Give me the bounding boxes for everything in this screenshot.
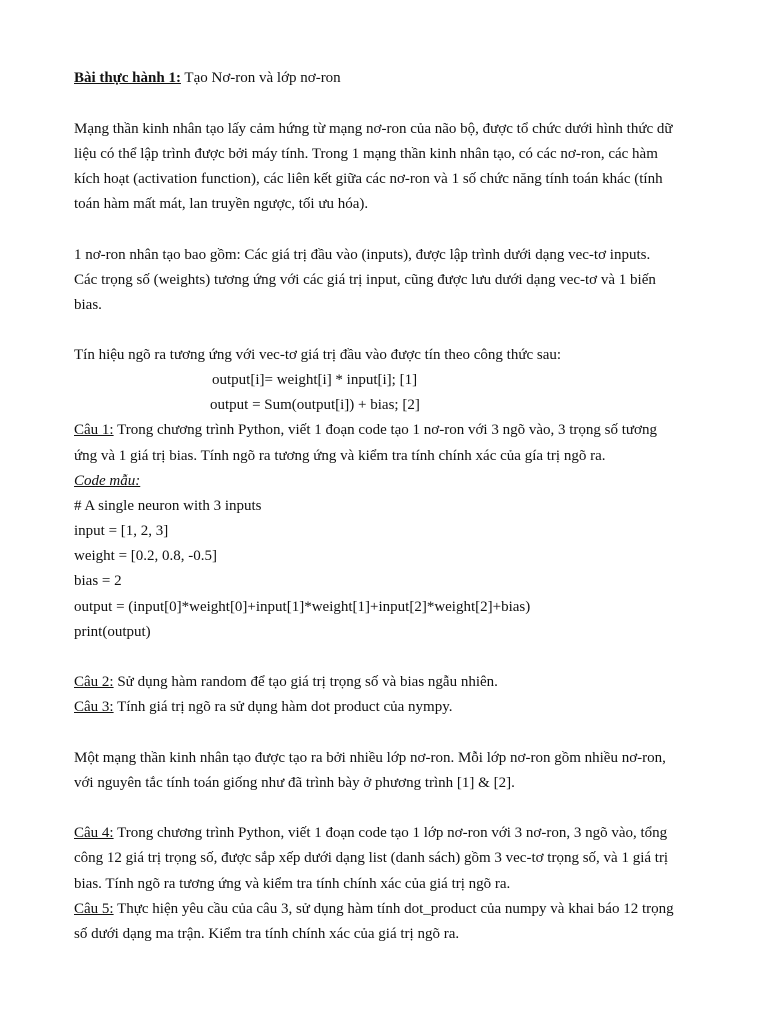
code-line: # A single neuron with 3 inputs [74, 498, 262, 514]
code-line: input = [1, 2, 3] [74, 523, 169, 539]
question-1-text: Trong chương trình Python, viết 1 đoạn code tạo 1 nơ-ron với 3 ngõ vào, 3 trọng số tương [113, 422, 657, 438]
signal-intro: Tín hiệu ngõ ra tương ứng với vec-tơ giá trị đầu vào được tín theo công thức sau: [74, 347, 562, 363]
question-2-label: Câu 2: [74, 674, 114, 690]
question-5-line: số dưới dạng ma trận. Kiểm tra tính chính xác của giá trị ngõ ra. [74, 926, 460, 942]
layer-line: Một mạng thần kinh nhân tạo được tạo ra bởi nhiều lớp nơ-ron. Mỗi lớp nơ-ron gồm nhiều nơ-ron, [74, 750, 666, 766]
title-text: Tạo Nơ-ron và lớp nơ-ron [180, 70, 341, 86]
layer-line: với nguyên tắc tính toán giống như đã trình bày ở phương trình [1] & [2]. [74, 775, 515, 791]
neuron-line: bias. [74, 297, 102, 313]
page-title [74, 68, 341, 88]
question-4-line: công 12 giá trị trọng số, được sắp xếp dưới dạng list (danh sách) gồm 3 vec-tơ trọng số, và 1 giá trị [74, 850, 669, 866]
formula-1: output[i]= weight[i] * input[i]; [1] [212, 372, 418, 388]
intro-line: kích hoạt (activation function), các liên kết giữa các nơ-ron và 1 số chức năng tính toán khác (tính [74, 171, 663, 187]
code-line: bias = 2 [74, 573, 122, 589]
intro-line: liệu có thể lập trình được bởi máy tính. Trong 1 mạng thần kinh nhân tạo, có các nơ-ron, các hàm [74, 146, 658, 162]
question-1-line: ứng và 1 giá trị bias. Tính ngõ ra tương ứng và kiểm tra tính chính xác của gía trị ngõ ra. [74, 448, 606, 464]
question-4-label: Câu 4: [74, 825, 114, 841]
question-4-text: Trong chương trình Python, viết 1 đoạn code tạo 1 lớp nơ-ron với 3 nơ-ron, 3 ngõ vào, tổng [113, 825, 668, 841]
title-label: Bài thực hành 1: [74, 70, 181, 86]
intro-line: Mạng thần kinh nhân tạo lấy cảm hứng từ mạng nơ-ron của não bộ, được tổ chức dưới hình thức dữ [74, 121, 673, 137]
intro-line: toán hàm mất mát, lan truyền ngược, tối ưu hóa). [74, 196, 369, 212]
code-heading: Code mẫu: [74, 473, 141, 489]
question-3-text: Tính giá trị ngõ ra sử dụng hàm dot product của nympy. [113, 699, 453, 715]
neuron-line: 1 nơ-ron nhân tạo bao gồm: Các giá trị đầu vào (inputs), được lập trình dưới dạng vec-tơ inputs. [74, 247, 651, 263]
code-line: print(output) [74, 624, 151, 640]
formula-2: output = Sum(output[i]) + bias; [2] [210, 397, 420, 413]
question-2-text: Sử dụng hàm random để tạo giá trị trọng số và bias ngẫu nhiên. [113, 674, 498, 690]
question-3 [74, 697, 453, 717]
code-line: weight = [0.2, 0.8, -0.5] [74, 548, 218, 564]
neuron-line: Các trọng số (weights) tương ứng với các giá trị input, cũng được lưu dưới dạng vec-tơ và 1 biến [74, 272, 656, 288]
question-5-text: Thực hiện yêu cầu của câu 3, sử dụng hàm tính dot_product của numpy và khai báo 12 trọng [113, 901, 674, 917]
question-5 [74, 899, 674, 919]
question-1-label: Câu 1: [74, 422, 114, 438]
question-5-label: Câu 5: [74, 901, 114, 917]
question-4-line: bias. Tính ngõ ra tương ứng và kiểm tra tính chính xác của giá trị ngõ ra. [74, 876, 511, 892]
question-3-label: Câu 3: [74, 699, 114, 715]
question-1 [74, 420, 657, 440]
code-line: output = (input[0]*weight[0]+input[1]*weight[1]+input[2]*weight[2]+bias) [74, 599, 531, 615]
question-4 [74, 823, 667, 843]
question-2 [74, 672, 498, 692]
